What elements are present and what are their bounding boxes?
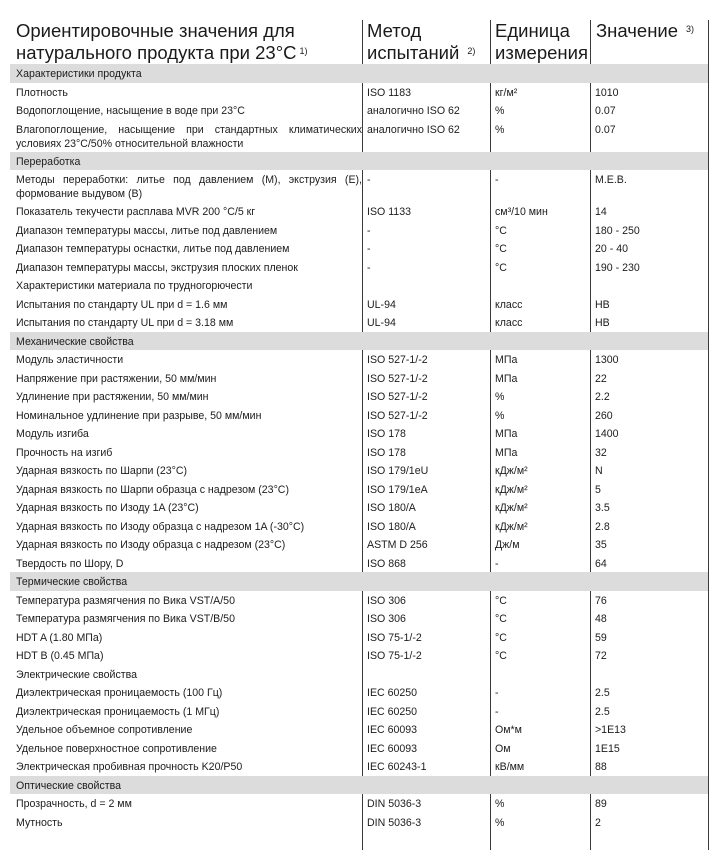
value-cell: 2.2: [595, 391, 610, 403]
section-header-row: [10, 665, 708, 684]
method-cell: -: [367, 243, 371, 255]
section-title: Переработка: [16, 155, 81, 168]
section-header-row: [10, 332, 708, 351]
method-cell: ASTM D 256: [367, 539, 428, 551]
table-row: [10, 443, 708, 462]
unit-cell: кДж/м²: [495, 483, 528, 496]
header-value-line1: [596, 20, 706, 42]
unit-cell: -: [495, 557, 499, 570]
property-cell: Показатель текучести расплава MVR 200 °C/5 кг: [16, 206, 256, 218]
property-cell: Удельное поверхностное сопротивление: [16, 742, 217, 755]
section-header-row: [10, 64, 708, 83]
property-cell: Влагопоглощение, насыщение при стандартных климатических условиях 23°C/50% относительной влажности: [16, 123, 362, 150]
unit-cell: °C: [495, 631, 507, 644]
unit-cell: см³/10 мин: [495, 206, 548, 218]
method-cell: ISO 75-1/-2: [367, 631, 422, 644]
unit-cell: °C: [495, 613, 507, 625]
value-cell: >1E13: [595, 724, 626, 736]
table-row: [10, 517, 708, 536]
table-row: [10, 461, 708, 480]
unit-cell: Ом: [495, 742, 511, 755]
section-title: Электрические свойства: [16, 668, 138, 681]
property-cell: Ударная вязкость по Шарпи (23°C): [16, 465, 188, 477]
property-cell: Температура размягчения по Вика VST/A/50: [16, 594, 235, 607]
method-cell: -: [367, 174, 371, 186]
unit-cell: класс: [495, 298, 523, 311]
value-cell: 2.8: [595, 520, 610, 533]
value-cell: 59: [595, 631, 607, 644]
header-property-line2: [16, 42, 361, 64]
method-cell: ISO 868: [367, 557, 406, 570]
table-row: [10, 480, 708, 499]
header-method-line2-text: испытаний: [367, 42, 460, 63]
unit-cell: °C: [495, 261, 507, 274]
unit-cell: %: [495, 409, 505, 422]
unit-cell: кг/м²: [495, 86, 518, 99]
header-method-line2: [367, 42, 489, 64]
method-cell: IEC 60250: [367, 687, 418, 699]
unit-cell: класс: [495, 317, 523, 329]
unit-cell: %: [495, 123, 505, 136]
value-cell: HB: [595, 298, 610, 311]
section-title: Механические свойства: [16, 335, 134, 348]
property-cell: Диэлектрическая проницаемость (100 Гц): [16, 687, 223, 699]
table-row: [10, 239, 708, 258]
unit-cell: °C: [495, 224, 507, 237]
footnote-2: 2): [467, 46, 476, 56]
property-cell: Ударная вязкость по Изоду образца с надрезом (23°C): [16, 539, 286, 551]
unit-cell: МПа: [495, 428, 518, 440]
value-cell: 190 - 230: [595, 261, 640, 274]
value-cell: 5: [595, 483, 601, 496]
value-cell: 48: [595, 613, 607, 625]
unit-cell: МПа: [495, 372, 518, 385]
value-cell: 76: [595, 594, 607, 607]
table-row: [10, 387, 708, 406]
property-cell: Прозрачность, d = 2 мм: [16, 798, 132, 810]
unit-cell: кДж/м²: [495, 520, 528, 533]
table-row: [10, 720, 708, 739]
method-cell: ISO 527-1/-2: [367, 391, 428, 403]
value-cell: 64: [595, 557, 607, 570]
table-row: [10, 757, 708, 776]
method-cell: UL-94: [367, 317, 396, 329]
value-cell: HB: [595, 317, 610, 329]
method-cell: ISO 527-1/-2: [367, 372, 428, 385]
section-header-row: [10, 776, 708, 795]
header-property-line1: Ориентировочные значения для: [16, 20, 295, 41]
method-cell: ISO 180/A: [367, 502, 416, 514]
table-row: [10, 554, 708, 573]
unit-cell: °C: [495, 650, 507, 662]
unit-cell: Ом*м: [495, 724, 522, 736]
method-cell: IEC 60243-1: [367, 761, 427, 773]
unit-cell: кДж/м²: [495, 502, 528, 514]
unit-cell: Дж/м: [495, 539, 520, 551]
unit-cell: -: [495, 687, 499, 699]
table-row: [10, 739, 708, 758]
table-row: [10, 813, 708, 832]
method-cell: ISO 75-1/-2: [367, 650, 422, 662]
table-row: [10, 350, 708, 369]
property-cell: Плотность: [16, 86, 68, 99]
value-cell: 1300: [595, 354, 619, 366]
footnote-3: 3): [686, 24, 695, 34]
table-row: [10, 406, 708, 425]
unit-cell: °C: [495, 594, 507, 607]
unit-cell: кВ/мм: [495, 761, 525, 773]
value-cell: 89: [595, 798, 607, 810]
method-cell: -: [367, 261, 371, 274]
unit-cell: МПа: [495, 354, 518, 366]
method-cell: ISO 178: [367, 428, 406, 440]
property-cell: Прочность на изгиб: [16, 446, 113, 459]
value-cell: 0.07: [595, 123, 616, 136]
section-title: Оптические свойства: [16, 779, 122, 792]
unit-cell: %: [495, 816, 505, 829]
table-row: [10, 369, 708, 388]
value-cell: N: [595, 465, 603, 477]
header-property: [16, 20, 361, 64]
section-title: Характеристики продукта: [16, 68, 142, 80]
unit-cell: °C: [495, 243, 507, 255]
method-cell: ISO 179/1eU: [367, 465, 429, 477]
value-cell: 1E15: [595, 742, 620, 755]
value-cell: 2.5: [595, 705, 610, 718]
table-right-border: [708, 20, 709, 850]
value-cell: 14: [595, 206, 607, 218]
section-title: Характеристики материала по трудногорючести: [16, 280, 253, 292]
property-cell: Ударная вязкость по Изоду 1A (23°C): [16, 502, 199, 514]
table-row: [10, 794, 708, 813]
table-row: [10, 424, 708, 443]
method-cell: ISO 306: [367, 613, 406, 625]
table-row: [10, 498, 708, 517]
unit-cell: МПа: [495, 446, 518, 459]
method-cell: аналогично ISO 62: [367, 123, 460, 136]
table-row: [10, 683, 708, 702]
method-cell: -: [367, 224, 371, 237]
table-row: [10, 628, 708, 647]
unit-cell: %: [495, 798, 505, 810]
property-cell: HDT B (0.45 МПа): [16, 650, 104, 662]
method-cell: IEC 60093: [367, 742, 418, 755]
method-cell: аналогично ISO 62: [367, 105, 460, 117]
value-cell: 72: [595, 650, 607, 662]
property-cell: Напряжение при растяжении, 50 мм/мин: [16, 372, 217, 385]
property-cell: Диэлектрическая проницаемость (1 МГц): [16, 705, 220, 718]
property-cell: Испытания по стандарту UL при d = 1.6 мм: [16, 298, 228, 311]
table-body: [10, 64, 708, 831]
method-cell: UL-94: [367, 298, 396, 311]
table-row: [10, 221, 708, 240]
property-cell: Мутность: [16, 816, 63, 829]
unit-cell: -: [495, 705, 499, 718]
table-row: [10, 120, 708, 152]
footnote-1: 1): [299, 46, 308, 56]
method-cell: IEC 60093: [367, 724, 418, 736]
method-cell: DIN 5036-3: [367, 798, 422, 810]
method-cell: IEC 60250: [367, 705, 418, 718]
method-cell: ISO 527-1/-2: [367, 354, 428, 366]
section-header-row: [10, 572, 708, 591]
header-unit: [495, 20, 589, 64]
method-cell: ISO 527-1/-2: [367, 409, 428, 422]
property-cell: Удельное объемное сопротивление: [16, 724, 193, 736]
property-cell: Номинальное удлинение при разрыве, 50 мм/мин: [16, 409, 262, 422]
property-cell: Модуль эластичности: [16, 354, 124, 366]
header-method: [367, 20, 489, 64]
property-cell: Температура размягчения по Вика VST/B/50: [16, 613, 235, 625]
table-row: [10, 83, 708, 102]
header-unit-line1: Единица: [495, 20, 570, 41]
value-cell: 20 - 40: [595, 243, 628, 255]
property-cell: Диапазон температуры массы, литье под давлением: [16, 224, 278, 237]
property-cell: Водопоглощение, насыщение в воде при 23°C: [16, 105, 245, 117]
property-cell: Твердость по Шору, D: [16, 557, 124, 570]
property-cell: Диапазон температуры оснастки, литье под давлением: [16, 243, 290, 255]
header-value-text: Значение: [596, 20, 679, 41]
table-row: [10, 535, 708, 554]
value-cell: 22: [595, 372, 607, 385]
table-row: [10, 295, 708, 314]
method-cell: ISO 306: [367, 594, 406, 607]
table-row: [10, 702, 708, 721]
table-row: [10, 202, 708, 221]
value-cell: 32: [595, 446, 607, 459]
table-row: [10, 646, 708, 665]
value-cell: 180 - 250: [595, 224, 640, 237]
value-cell: M.E.B.: [595, 174, 627, 186]
method-cell: ISO 1133: [367, 206, 411, 218]
value-cell: 0.07: [595, 105, 616, 117]
unit-cell: -: [495, 174, 499, 186]
method-cell: ISO 179/1eA: [367, 483, 428, 496]
unit-cell: кДж/м²: [495, 465, 528, 477]
header-method-line1: Метод: [367, 20, 422, 41]
section-header-row: [10, 276, 708, 295]
section-header-row: [10, 152, 708, 171]
property-cell: Ударная вязкость по Изоду образца с надрезом 1A (-30°C): [16, 520, 305, 533]
property-cell: Ударная вязкость по Шарпи образца с надрезом (23°C): [16, 483, 289, 496]
table-row: [10, 313, 708, 332]
property-cell: Методы переработки: литье под давлением (M), экструзия (E), формование выдувом (B): [16, 174, 362, 200]
property-cell: Модуль изгиба: [16, 428, 89, 440]
header-unit-line2: измерения: [495, 42, 588, 63]
method-cell: DIN 5036-3: [367, 816, 422, 829]
unit-cell: %: [495, 105, 505, 117]
value-cell: 3.5: [595, 502, 610, 514]
value-cell: 1400: [595, 428, 619, 440]
value-cell: 2.5: [595, 687, 610, 699]
value-cell: 88: [595, 761, 607, 773]
table-row: [10, 170, 708, 202]
property-cell: Испытания по стандарту UL при d = 3.18 мм: [16, 317, 234, 329]
header-property-line2-text: натурального продукта при 23°C: [16, 42, 297, 63]
table-row: [10, 591, 708, 610]
value-cell: 260: [595, 409, 613, 422]
method-cell: ISO 1183: [367, 86, 411, 99]
section-title: Термические свойства: [16, 576, 128, 588]
property-cell: HDT A (1.80 МПа): [16, 631, 103, 644]
property-cell: Удлинение при растяжении, 50 мм/мин: [16, 391, 209, 403]
value-cell: 1010: [595, 86, 619, 99]
method-cell: ISO 178: [367, 446, 406, 459]
method-cell: ISO 180/A: [367, 520, 416, 533]
unit-cell: %: [495, 391, 505, 403]
value-cell: 2: [595, 816, 601, 829]
table-row: [10, 258, 708, 277]
table-row: [10, 609, 708, 628]
property-cell: Диапазон температуры массы, экструзия плоских пленок: [16, 261, 298, 274]
table-row: [10, 101, 708, 120]
property-cell: Электрическая пробивная прочность K20/P50: [16, 761, 243, 773]
header-value: [596, 20, 706, 64]
value-cell: 35: [595, 539, 607, 551]
